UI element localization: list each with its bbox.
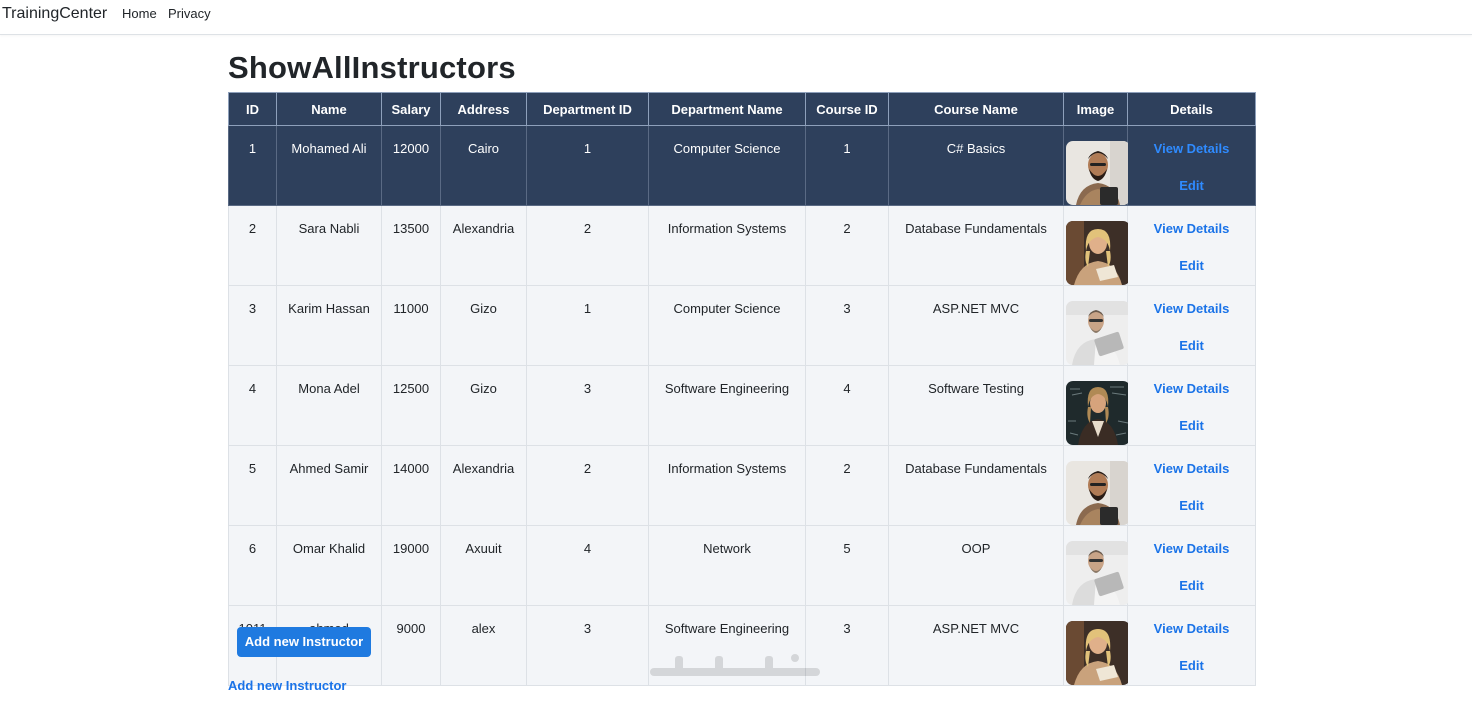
cell-course-name: Database Fundamentals [889,446,1064,526]
edit-link[interactable]: Edit [1179,418,1204,433]
cell-course-id: 3 [806,286,889,366]
cell-department-id: 4 [527,526,649,606]
cell-salary: 12500 [382,366,441,446]
cell-department-name: Network [649,526,806,606]
header-course-name: Course Name [889,93,1064,126]
instructors-table [228,92,1256,686]
cell-image [1064,526,1128,606]
cell-name: Mohamed Ali [277,126,382,206]
cell-salary: 19000 [382,526,441,606]
brand-link[interactable]: TrainingCenter [2,5,108,22]
view-details-link[interactable]: View Details [1153,141,1230,156]
cell-salary: 12000 [382,126,441,206]
view-details-link[interactable]: View Details [1153,461,1230,476]
cell-address: Gizo [441,366,527,446]
cell-department-name: Software Engineering [649,366,806,446]
avatar-man-laptop-icon [1066,541,1130,605]
watermark-logo-icon [645,650,825,690]
cell-name: Mona Adel [277,366,382,446]
cell-department-name: Computer Science [649,126,806,206]
avatar-man-beard-icon [1066,141,1130,205]
cell-course-id: 2 [806,446,889,526]
add-instructor-button[interactable]: Add new Instructor [237,627,371,657]
cell-course-name: C# Basics [889,126,1064,206]
cell-department-name: Computer Science [649,286,806,366]
table-row [229,126,1256,206]
cell-course-name: ASP.NET MVC [889,286,1064,366]
cell-id: 1 [229,126,277,206]
cell-id: 4 [229,366,277,446]
cell-salary: 9000 [382,606,441,686]
cell-department-id: 2 [527,206,649,286]
avatar-man-laptop-icon [1066,301,1130,365]
cell-id: 3 [229,286,277,366]
cell-image [1064,206,1128,286]
cell-salary: 14000 [382,446,441,526]
cell-department-name: Software Engineering [649,606,806,686]
cell-name: Omar Khalid [277,526,382,606]
cell-department-name: Information Systems [649,446,806,526]
cell-details [1128,526,1256,606]
cell-address: Gizo [441,286,527,366]
edit-link[interactable]: Edit [1179,578,1204,593]
cell-details [1128,606,1256,686]
cell-image [1064,126,1128,206]
cell-id: 6 [229,526,277,606]
cell-course-id: 4 [806,366,889,446]
cell-address: Cairo [441,126,527,206]
cell-department-id: 3 [527,366,649,446]
view-details-link[interactable]: View Details [1153,381,1230,396]
header-details: Details [1128,93,1256,126]
cell-course-name: Database Fundamentals [889,206,1064,286]
avatar-woman-blonde-icon [1066,621,1130,685]
cell-course-name: OOP [889,526,1064,606]
view-details-link[interactable]: View Details [1153,541,1230,556]
header-course-id: Course ID [806,93,889,126]
cell-department-name: Information Systems [649,206,806,286]
header-image: Image [1064,93,1128,126]
nav-privacy-link[interactable]: Privacy [168,6,211,21]
header-address: Address [441,93,527,126]
cell-name: Karim Hassan [277,286,382,366]
edit-link[interactable]: Edit [1179,258,1204,273]
cell-image [1064,286,1128,366]
view-details-link[interactable]: View Details [1153,621,1230,636]
cell-department-id: 1 [527,126,649,206]
cell-course-name: Software Testing [889,366,1064,446]
cell-address: Axuuit [441,526,527,606]
header-department-name: Department Name [649,93,806,126]
cell-salary: 11000 [382,286,441,366]
add-instructor-link[interactable]: Add new Instructor [228,678,347,693]
cell-name: Sara Nabli [277,206,382,286]
header-department-id: Department ID [527,93,649,126]
view-details-link[interactable]: View Details [1153,301,1230,316]
avatar-woman-blonde-icon [1066,221,1130,285]
cell-image [1064,446,1128,526]
edit-link[interactable]: Edit [1179,178,1204,193]
avatar-woman-chalkboard-icon [1066,381,1130,445]
cell-address: Alexandria [441,206,527,286]
table-row [229,526,1256,606]
page-title: ShowAllInstructors [228,50,516,85]
edit-link[interactable]: Edit [1179,338,1204,353]
nav-home-link[interactable]: Home [122,6,157,21]
edit-link[interactable]: Edit [1179,658,1204,673]
cell-id: 5 [229,446,277,526]
edit-link[interactable]: Edit [1179,498,1204,513]
cell-address: alex [441,606,527,686]
header-name: Name [277,93,382,126]
table-header-row [229,93,1256,126]
cell-course-id: 2 [806,206,889,286]
cell-salary: 13500 [382,206,441,286]
cell-address: Alexandria [441,446,527,526]
cell-details [1128,446,1256,526]
cell-course-id: 3 [806,606,889,686]
cell-course-name: ASP.NET MVC [889,606,1064,686]
avatar-man-beard-icon [1066,461,1130,525]
table-row [229,366,1256,446]
table-row [229,446,1256,526]
view-details-link[interactable]: View Details [1153,221,1230,236]
header-salary: Salary [382,93,441,126]
cell-details [1128,206,1256,286]
cell-department-id: 3 [527,606,649,686]
cell-department-id: 2 [527,446,649,526]
cell-name: Ahmed Samir [277,446,382,526]
cell-course-id: 1 [806,126,889,206]
cell-id: 2 [229,206,277,286]
table-row [229,286,1256,366]
cell-details [1128,286,1256,366]
cell-course-id: 5 [806,526,889,606]
cell-department-id: 1 [527,286,649,366]
cell-image [1064,366,1128,446]
cell-details [1128,366,1256,446]
header-id: ID [229,93,277,126]
cell-details [1128,126,1256,206]
table-row [229,206,1256,286]
top-navbar [0,0,1472,35]
cell-image [1064,606,1128,686]
